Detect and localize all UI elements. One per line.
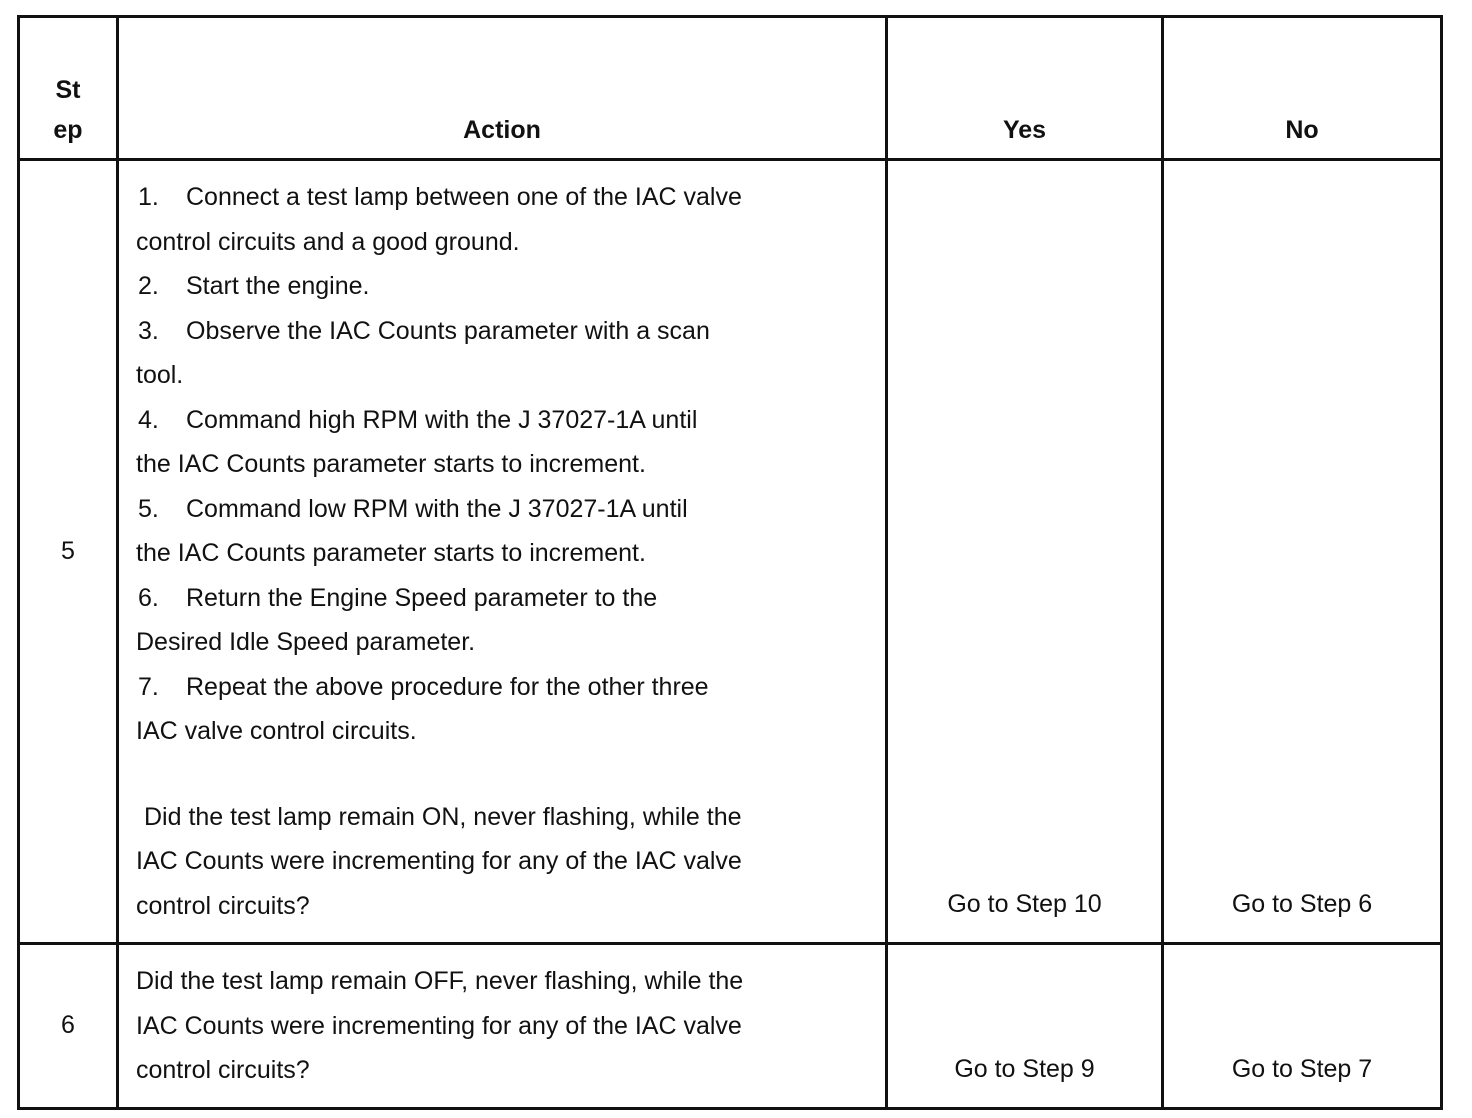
question-line: control circuits? — [136, 1056, 310, 1084]
action-step-continued: control circuits and a good ground. — [136, 227, 520, 256]
diagnostic-table — [17, 15, 1443, 1110]
no-result: Go to Step 6 — [1163, 160, 1442, 944]
header-step-line2: ep — [53, 116, 83, 144]
table-row — [19, 944, 1442, 1109]
question-line: IAC Counts were incrementing for any of the IAC valve — [136, 847, 742, 875]
question-line: Did the test lamp remain ON, never flashing, while the — [144, 802, 742, 831]
action-step: 7. Repeat the above procedure for the other three — [138, 672, 709, 701]
question-line: Did the test lamp remain OFF, never flashing, while the — [136, 967, 744, 995]
action-step: 5. Command low RPM with the J 37027-1A until — [138, 494, 688, 523]
action-step-continued: tool. — [136, 361, 184, 389]
header-yes: Yes — [887, 17, 1163, 160]
header-no: No — [1163, 17, 1442, 160]
action-step: 6. Return the Engine Speed parameter to the — [138, 583, 658, 612]
no-result: Go to Step 7 — [1163, 944, 1442, 1109]
header-row — [19, 17, 1442, 160]
yes-result: Go to Step 10 — [887, 160, 1163, 944]
question-line: control circuits? — [136, 891, 310, 920]
header-action: Action — [118, 17, 887, 160]
action-step-continued: the IAC Counts parameter starts to increment. — [136, 539, 646, 567]
action-cell — [118, 160, 887, 944]
action-step: 2. Start the engine. — [138, 272, 370, 300]
spacer — [136, 754, 885, 795]
action-step: 1. Connect a test lamp between one of the IAC valve — [138, 183, 742, 211]
table-row — [19, 160, 1442, 944]
action-step-continued: the IAC Counts parameter starts to increment. — [136, 450, 646, 478]
header-step — [19, 17, 118, 160]
action-step-continued: IAC valve control circuits. — [136, 717, 417, 745]
yes-result: Go to Step 9 — [887, 944, 1163, 1109]
action-step: 3. Observe the IAC Counts parameter with a scan — [138, 316, 710, 345]
header-step-line1: St — [55, 76, 81, 104]
question-line: IAC Counts were incrementing for any of the IAC valve — [136, 1011, 742, 1040]
action-step: 4. Command high RPM with the J 37027-1A until — [138, 405, 698, 434]
step-number: 5 — [19, 160, 118, 944]
action-cell — [118, 944, 887, 1109]
step-number: 6 — [19, 944, 118, 1109]
action-step-continued: Desired Idle Speed parameter. — [136, 628, 476, 656]
